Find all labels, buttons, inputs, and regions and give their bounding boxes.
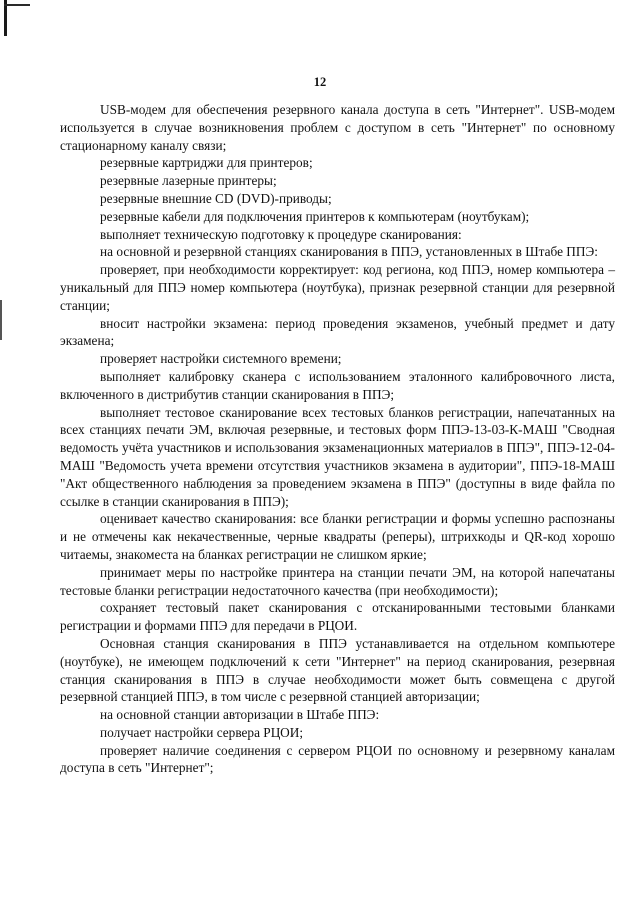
- paragraph: USB-модем для обеспечения резервного канала доступа в сеть "Интернет". USB-модем используется в случае возникновения проблем с доступом в сеть "Интернет" по основному стационарному каналу связи;: [60, 102, 615, 153]
- paragraph: оценивает качество сканирования: все бланки регистрации и формы успешно распознаны и не отмечены как некачественные, черные квадраты (реперы), штрихкоды и QR-код хорошо читаемы, знакоместа на бланках регистрации не слишком яркие;: [60, 511, 615, 562]
- paragraph: на основной станции авторизации в Штабе ППЭ:: [100, 707, 380, 723]
- paragraph: выполняет калибровку сканера с использованием эталонного калибровочного листа, включенного в дистрибутив станции сканирования в ППЭ;: [60, 368, 615, 402]
- paragraph: вносит настройки экзамена: период проведения экзаменов, учебный предмет и дату экзамена;: [60, 315, 615, 349]
- paragraph: выполняет техническую подготовку к процедуре сканирования:: [100, 226, 462, 242]
- scan-edge-mark: [0, 300, 2, 340]
- scan-edge-mark: [4, 4, 30, 6]
- paragraph: получает настройки сервера РЦОИ;: [100, 724, 304, 740]
- body-text: [60, 101, 615, 777]
- paragraph: проверяет наличие соединения с сервером РЦОИ по основному и резервному каналам доступа в сеть "Интернет";: [60, 742, 615, 776]
- paragraph: проверяет настройки системного времени;: [100, 351, 342, 367]
- paragraph: сохраняет тестовый пакет сканирования с отсканированными тестовыми бланками регистрации и формами ППЭ для передачи в РЦОИ.: [60, 600, 615, 634]
- paragraph: резервные кабели для подключения принтеров к компьютерам (ноутбукам);: [100, 208, 530, 224]
- paragraph: резервные картриджи для принтеров;: [100, 155, 313, 171]
- paragraph: на основной и резервной станциях сканирования в ППЭ, установленных в Штабе ППЭ:: [100, 244, 598, 260]
- paragraph: резервные лазерные принтеры;: [100, 173, 277, 189]
- paragraph: проверяет, при необходимости корректирует: код региона, код ППЭ, номер компьютера – уникальный для ППЭ номер компьютера (ноутбука), признак резервной станции для резервной станции;: [60, 262, 615, 313]
- page-number: 12: [313, 75, 327, 89]
- paragraph: Основная станция сканирования в ППЭ устанавливается на отдельном компьютере (ноутбуке), не имеющем подключений к сети "Интернет" на период сканирования, резервная станция сканирования в ППЭ в случае необходимости может быть совмещена с другой резервной станцией ППЭ, в том числе с резервной станцией авторизации;: [60, 635, 615, 705]
- paragraph: принимает меры по настройке принтера на станции печати ЭМ, на которой напечатаны тестовые бланки регистрации недостаточного качества (при необходимости);: [60, 564, 615, 598]
- paragraph: выполняет тестовое сканирование всех тестовых бланков регистрации, напечатанных на всех станциях печати ЭМ, включая резервные, и тестовых форм ППЭ-13-03-К-МАШ "Сводная ведомость учёта участников и использования экзаменационных материалов в ППЭ", ППЭ-12-04-МАШ "Ведомость учета времени отсутствия участников экзамена в аудитории", ППЭ-18-МАШ "Акт общественного наблюдения за проведением экзамена в ППЭ" (доступны в виде файла по ссылке в станции сканирования в ППЭ);: [60, 404, 615, 509]
- paragraph: резервные внешние CD (DVD)-приводы;: [100, 190, 332, 206]
